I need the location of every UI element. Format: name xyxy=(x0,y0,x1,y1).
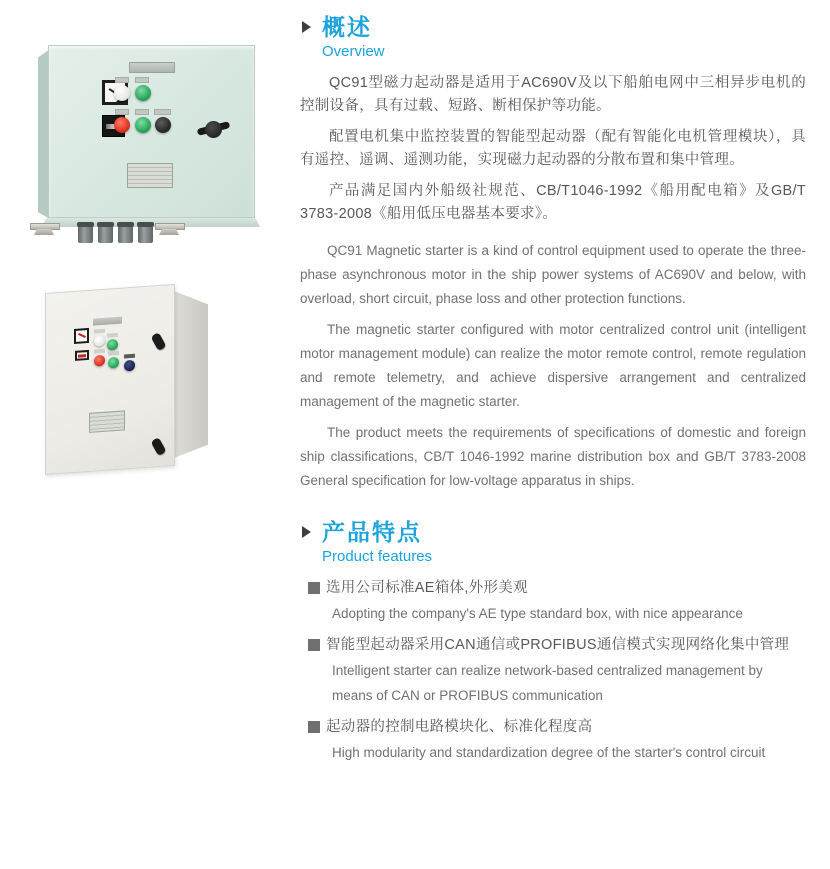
cabinet-front-panel xyxy=(45,284,175,475)
feature-item xyxy=(300,632,806,708)
rotary-switch-knob xyxy=(200,119,228,139)
push-button-blue xyxy=(124,360,135,372)
feature-text-zh xyxy=(300,714,806,740)
cabinet-front-panel xyxy=(48,45,255,218)
meter-gauge-icon xyxy=(74,328,89,344)
right-triangle-icon xyxy=(302,21,311,33)
overview-body xyxy=(300,72,806,493)
button-label-strip xyxy=(154,109,171,115)
button-label-strip xyxy=(115,109,129,115)
cable-gland xyxy=(78,222,93,243)
button-label-strip xyxy=(94,349,105,354)
feature-item xyxy=(300,575,806,626)
overview-paragraph-en: The magnetic starter configured with motor centralized control unit (intelligent motor management module) can realize the motor remote control, remote regulation and remote telemetry, and achieve dispersive arrangement and centralized management of the magnetic starter. xyxy=(300,322,806,409)
top-label-strip xyxy=(93,317,122,326)
button-label-strip xyxy=(108,351,119,356)
features-title-zh: 产品特点 xyxy=(322,519,422,545)
indicator-button-green xyxy=(107,339,118,351)
feature-text-zh xyxy=(300,632,806,658)
product-photo-front-view xyxy=(30,43,260,245)
nameplate-label xyxy=(127,163,173,188)
feature-text-en: Adopting the company's AE type standard box, with nice appearance xyxy=(332,606,743,621)
mounting-bracket xyxy=(30,220,58,236)
rotary-base-icon xyxy=(205,121,222,138)
right-triangle-icon xyxy=(302,526,311,538)
features-section-header xyxy=(300,517,806,566)
features-title-en: Product features xyxy=(322,548,433,565)
product-photo-angled-view xyxy=(45,283,215,485)
overview-paragraph-zh: QC91型磁力起动器是适用于AC690V及以下船舶电网中三相异步电机的控制设备，具有过载、短路、断相保护等功能。 xyxy=(300,75,806,114)
top-label-strip xyxy=(129,62,175,73)
button-label-strip xyxy=(135,77,149,83)
door-latch-icon xyxy=(151,332,167,351)
door-latch-icon xyxy=(151,437,167,456)
cable-gland xyxy=(118,222,133,243)
feature-text-en: High modularity and standardization degree of the starter's control circuit xyxy=(332,745,766,760)
indicator-button-green xyxy=(135,85,151,101)
overview-paragraph-en: QC91 Magnetic starter is a kind of control equipment used to operate the three-phase asynchronous motor in the ship power systems of AC690V and below, with overload, short circuit, phase loss and other protection functions. xyxy=(300,243,806,306)
square-bullet-icon xyxy=(308,639,320,651)
button-label-strip xyxy=(124,354,135,359)
overview-title-zh: 概述 xyxy=(322,14,372,40)
feature-list xyxy=(300,575,806,765)
nameplate-label xyxy=(89,410,125,433)
square-bullet-icon xyxy=(308,721,320,733)
feature-item xyxy=(300,714,806,765)
feature-text-zh xyxy=(300,575,806,601)
feature-zh-label: 起动器的控制电路模块化、标准化程度高 xyxy=(326,719,593,735)
button-label-strip xyxy=(115,77,129,83)
feature-zh-label: 智能型起动器采用CAN通信或PROFIBUS通信模式实现网络化集中管理 xyxy=(326,637,790,653)
indicator-button-white xyxy=(94,335,105,347)
mounting-bracket xyxy=(155,220,183,236)
overview-title-en: Overview xyxy=(322,43,385,60)
indicator-button-white xyxy=(114,85,130,101)
overview-paragraph-zh: 配置电机集中监控装置的智能型起动器（配有智能化电机管理模块），具有遥控、遥调、遥测功能，实现磁力起动器的分散布置和集中管理。 xyxy=(300,129,806,168)
overview-section-header xyxy=(300,12,806,61)
text-column xyxy=(300,12,806,771)
button-label-strip xyxy=(107,333,118,338)
button-label-strip xyxy=(135,109,149,115)
overview-paragraph-zh: 产品满足国内外船级社规范、CB/T1046-1992《船用配电箱》及GB/T 3783-2008《船用低压电器基本要求》。 xyxy=(300,183,806,222)
push-button-red xyxy=(114,117,130,133)
feature-zh-label: 选用公司标准AE箱体,外形美观 xyxy=(326,580,528,596)
feature-text-en: Intelligent starter can realize network-based centralized management by means of CAN or PROFIBUS communication xyxy=(332,663,763,703)
button-label-strip xyxy=(94,329,105,334)
meter-gauge-icon xyxy=(75,350,89,361)
cable-gland xyxy=(98,222,113,243)
push-button-black xyxy=(155,117,171,133)
push-button-green xyxy=(135,117,151,133)
push-button-red xyxy=(94,355,105,367)
cable-gland xyxy=(138,222,153,243)
overview-paragraph-en: The product meets the requirements of specifications of domestic and foreign ship classifications, CB/T 1046-1992 marine distribution box and GB/T 3783-2008 General specification for low-voltage apparatus in ships. xyxy=(300,425,806,488)
push-button-green xyxy=(108,357,119,369)
cabinet-side-panel xyxy=(174,291,208,458)
square-bullet-icon xyxy=(308,582,320,594)
